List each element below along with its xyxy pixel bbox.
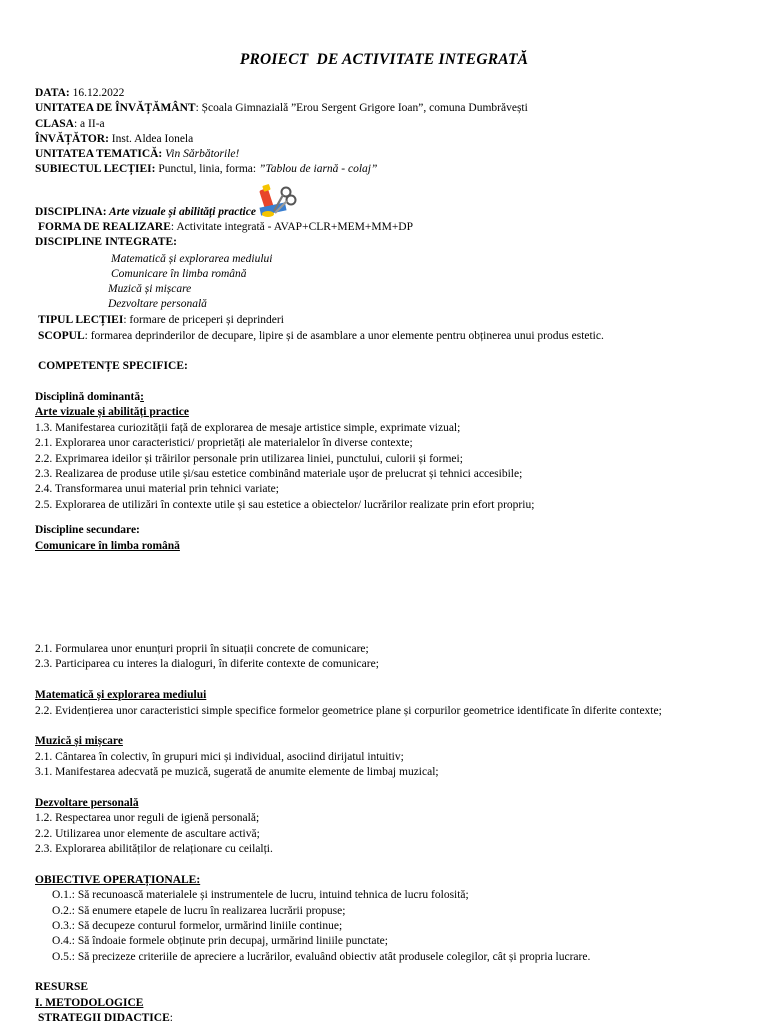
- clasa-value: : a II-a: [73, 118, 105, 130]
- unitate-line: [35, 101, 528, 115]
- subiect-label: SUBIECTUL LECȚIEI:: [35, 163, 156, 175]
- obiectiv-item: O.5.: Să precizeze criteriile de apreciere a lucrărilor, evaluând obiectiv atât produsele colegilor, cât și propria lucrare.: [52, 951, 591, 963]
- resurse-heading: RESURSE: [35, 981, 89, 993]
- obiectiv-item: O.2.: Să enumere etapele de lucru în realizarea lucrării propuse;: [52, 905, 346, 917]
- competente-heading: COMPETENȚE SPECIFICE:: [38, 360, 188, 372]
- avap-item: 2.4. Transformarea unui material prin tehnici variate;: [35, 483, 279, 495]
- strategii-colon: :: [169, 1012, 173, 1024]
- obiective-heading: OBIECTIVE OPERAȚIONALE:: [35, 874, 201, 886]
- forma-line: [35, 220, 413, 234]
- clasa-line: [35, 117, 105, 131]
- disciplina-label: DISCIPLINA:: [35, 206, 107, 218]
- avap-item: 1.3. Manifestarea curiozității față de explorarea de mesaje artistice simple, exprimate vizual;: [35, 422, 461, 434]
- disciplina-value: Arte vizuale și abilități practice: [106, 206, 256, 218]
- tipul-line: [38, 313, 284, 327]
- subiect-italic: ”Tablou de iarnă - colaj”: [258, 163, 378, 175]
- data-line: [35, 86, 124, 100]
- obiectiv-item: O.4.: Să îndoaie formele obținute prin decupaj, urmărind liniile punctate;: [52, 935, 388, 947]
- clr-item: 2.3. Participarea cu interes la dialoguri, în diferite contexte de comunicare;: [35, 658, 379, 670]
- mm-item: 2.1. Cântarea în colectiv, în grupuri mici și individual, asociind dirijatul intuitiv;: [35, 751, 404, 763]
- dominanta-line: [35, 390, 144, 404]
- obiectiv-item: O.1.: Să recunoască materialele și instrumentele de lucru, intuind tehnica de lucru folosită;: [52, 889, 469, 901]
- subiect-line: [35, 162, 377, 176]
- tematica-line: [35, 147, 239, 161]
- dominanta-label: Disciplină dominantă: [35, 391, 141, 403]
- avap-item: 2.5. Explorarea de utilizări în contexte utile și sau estetice a obiectelor/ lucrărilor realizate prin efort propriu;: [35, 499, 535, 511]
- integrate-item-mm: Muzică și mișcare: [108, 283, 192, 295]
- strategii-line: [38, 1011, 173, 1025]
- strategii-label: STRATEGII DIDACTICE: [38, 1012, 170, 1024]
- avap-item: 2.2. Exprimarea ideilor și trăirilor personale prin utilizarea liniei, punctului, culorii și formei;: [35, 453, 463, 465]
- tipul-label: TIPUL LECȚIEI: [38, 314, 124, 326]
- scopul-value: : formarea deprinderilor de decupare, lipire și de asamblare a unor elemente pentru obținerea unui produs estetic.: [84, 330, 604, 342]
- integrate-item-clr: Comunicare în limba română: [111, 268, 247, 280]
- unitate-label: UNITATEA DE ÎNVĂȚĂMÂNT: [35, 102, 196, 114]
- obiectiv-item: O.3.: Să decupeze conturul formelor, urmărind liniile continue;: [52, 920, 343, 932]
- mm-item: 3.1. Manifestarea adecvată pe muzică, sugerată de anumite elemente de limbaj muzical;: [35, 766, 439, 778]
- invatator-label: ÎNVĂȚĂTOR:: [35, 133, 109, 145]
- dp-item: 2.2. Utilizarea unor elemente de ascultare activă;: [35, 828, 260, 840]
- integrate-label: DISCIPLINE INTEGRATE:: [35, 236, 177, 248]
- mm-title: Muzică și mișcare: [35, 735, 123, 747]
- integrate-item-dp: Dezvoltare personală: [108, 298, 207, 310]
- mem-item: 2.2. Evidențierea unor caracteristici simple specifice formelor geometrice plane și corpurilor geometrice identificate în diferite contexte;: [35, 705, 662, 717]
- integrate-item-mem: Matematică și explorarea mediului: [111, 253, 273, 265]
- forma-label: FORMA DE REALIZARE: [38, 221, 171, 233]
- tematica-value: Vin Sărbătorile!: [162, 148, 240, 160]
- dp-item: 2.3. Explorarea abilităților de relaționare cu ceilalți.: [35, 843, 273, 855]
- invatator-value: Inst. Aldea Ionela: [108, 133, 194, 145]
- clasa-label: CLASA: [35, 118, 74, 130]
- scopul-label: SCOPUL: [38, 330, 85, 342]
- tematica-label: UNITATEA TEMATICĂ:: [35, 148, 163, 160]
- data-value: 16.12.2022: [69, 87, 125, 99]
- metodologice-heading: I. METODOLOGICE: [35, 997, 144, 1009]
- mem-title: Matematică și explorarea mediului: [35, 689, 207, 701]
- forma-value: : Activitate integrată - AVAP+CLR+MEM+MM+DP: [170, 221, 414, 233]
- clr-item: 2.1. Formularea unor enunțuri proprii în situații concrete de comunicare;: [35, 643, 369, 655]
- dominanta-colon: :: [140, 391, 144, 403]
- invatator-line: [35, 132, 193, 146]
- avap-title: Arte vizuale și abilități practice: [35, 406, 189, 418]
- dp-item: 1.2. Respectarea unor reguli de igienă personală;: [35, 812, 260, 824]
- clr-title: Comunicare în limba română: [35, 540, 180, 552]
- avap-item: 2.3. Realizarea de produse utile și/sau estetice combinând materiale ușor de prelucrat și tehnici accesibile;: [35, 468, 523, 480]
- tipul-value: : formare de priceperi și deprinderi: [123, 314, 284, 326]
- unitate-value: : Școala Gimnazială ”Erou Sergent Grigore Ioan”, comuna Dumbrăvești: [195, 102, 528, 114]
- secundare-label: Discipline secundare:: [35, 524, 140, 536]
- disciplina-line: [35, 205, 256, 219]
- subiect-value: Punctul, linia, forma:: [155, 163, 259, 175]
- avap-item: 2.1. Explorarea unor caracteristici/ proprietăți ale materialelor în diverse contexte;: [35, 437, 413, 449]
- dp-title: Dezvoltare personală: [35, 797, 139, 809]
- scopul-line: [38, 329, 604, 343]
- scissors-paint-clipart-icon: [258, 183, 298, 219]
- data-label: DATA:: [35, 87, 70, 99]
- page-title: PROIECT DE ACTIVITATE INTEGRATĂ: [239, 51, 529, 68]
